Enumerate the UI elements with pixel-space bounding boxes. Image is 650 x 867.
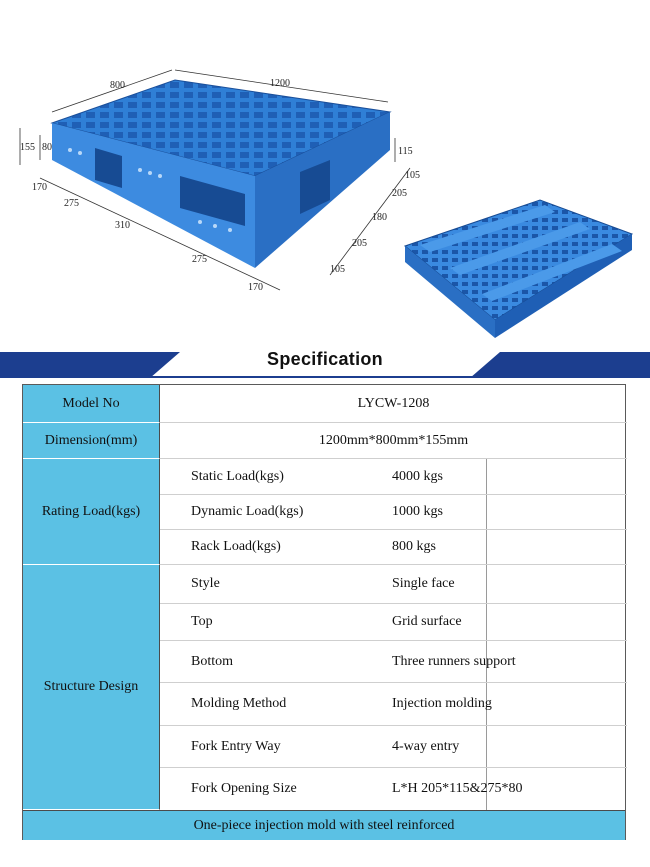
structure-value: Single face bbox=[392, 576, 455, 591]
model-label: Model No bbox=[23, 385, 160, 423]
rating-key: Static Load(kgs) bbox=[191, 468, 284, 484]
rating-row bbox=[160, 459, 627, 495]
rating-key: Dynamic Load(kgs) bbox=[191, 504, 304, 519]
rating-key: Rack Load(kgs) bbox=[191, 539, 281, 554]
dimension-label: Dimension(mm) bbox=[23, 423, 160, 459]
structure-key: Molding Method bbox=[191, 696, 287, 711]
pallet-dimension-drawing bbox=[0, 0, 650, 350]
structure-value: Injection molding bbox=[392, 696, 492, 711]
dim-side-seg-5: 105 bbox=[330, 264, 345, 275]
dim-height-label: 155 bbox=[20, 142, 35, 153]
structure-design-label: Structure Design bbox=[23, 565, 160, 810]
rating-value: 4000 kgs bbox=[392, 468, 443, 484]
structure-row bbox=[160, 604, 627, 641]
dim-side-seg-4: 205 bbox=[352, 238, 367, 249]
pallet-bottom-view bbox=[405, 200, 632, 338]
structure-value: Grid surface bbox=[392, 614, 462, 629]
structure-key: Style bbox=[191, 576, 220, 591]
dim-width-label: 800 bbox=[110, 80, 125, 91]
dim-front-seg-4: 275 bbox=[192, 254, 207, 265]
dim-opening-height-side-label: 115 bbox=[398, 146, 413, 157]
dim-front-seg-5: 170 bbox=[248, 282, 263, 293]
model-value: LYCW-1208 bbox=[160, 385, 627, 423]
structure-row bbox=[160, 726, 627, 768]
structure-value: 4-way entry bbox=[392, 738, 460, 754]
section-title: Specification bbox=[267, 349, 383, 369]
dim-side-seg-2: 205 bbox=[392, 188, 407, 199]
rating-row bbox=[160, 495, 627, 530]
spec-table bbox=[22, 384, 626, 840]
dim-front-seg-2: 275 bbox=[64, 198, 79, 209]
spec-footer-note: One-piece injection mold with steel reinforced bbox=[23, 810, 625, 840]
rating-value: 800 kgs bbox=[392, 539, 436, 554]
structure-row bbox=[160, 768, 627, 810]
dim-front-seg-3: 310 bbox=[115, 220, 130, 231]
rating-row bbox=[160, 530, 627, 565]
dim-side-seg-3: 180 bbox=[372, 212, 387, 223]
structure-key: Fork Entry Way bbox=[191, 738, 281, 754]
dim-front-seg-1: 170 bbox=[32, 182, 47, 193]
dimension-value: 1200mm*800mm*155mm bbox=[160, 423, 627, 459]
structure-key: Fork Opening Size bbox=[191, 781, 297, 796]
rating-value: 1000 kgs bbox=[392, 504, 443, 519]
structure-value: L*H 205*115&275*80 bbox=[392, 781, 523, 796]
rating-load-label: Rating Load(kgs) bbox=[23, 459, 160, 565]
structure-row bbox=[160, 565, 627, 604]
structure-value: Three runners support bbox=[392, 653, 516, 669]
structure-key: Bottom bbox=[191, 653, 234, 669]
dim-opening-height-label: 80 bbox=[42, 142, 52, 153]
structure-key: Top bbox=[191, 614, 213, 629]
structure-row bbox=[160, 683, 627, 726]
dim-side-seg-1: 105 bbox=[405, 170, 420, 181]
dim-length-label: 1200 bbox=[270, 78, 290, 89]
structure-row bbox=[160, 641, 627, 683]
